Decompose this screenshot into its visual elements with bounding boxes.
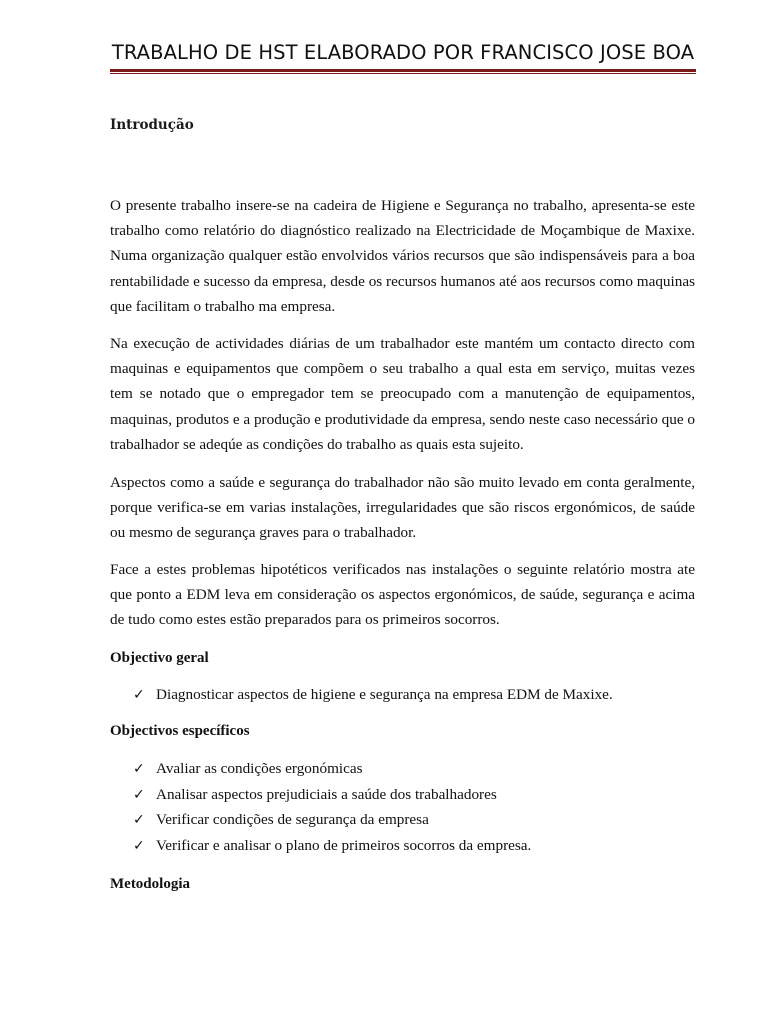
page-header-title: TRABALHO DE HST ELABORADO POR FRANCISCO JOSE BOA bbox=[111, 41, 695, 64]
list-item: ✓ Avaliar as condições ergonómicas bbox=[133, 760, 363, 777]
checkmark-icon: ✓ bbox=[133, 761, 145, 777]
header-rule-thick bbox=[110, 69, 696, 72]
list-item: ✓ Verificar condições de segurança da empresa bbox=[133, 811, 429, 828]
checkmark-icon: ✓ bbox=[133, 687, 145, 703]
paragraph-1: O presente trabalho insere-se na cadeira de Higiene e Segurança no trabalho, apresenta-se este trabalho como relatório do diagnóstico realizado na Electricidade de Moçambique de Maxixe. Numa organização qualquer estão envolvidos vários recursos que são indispensáveis para a boa rentabilidade e sucesso da empresa, desde os recursos humanos até aos recursos como maquinas que facilitam o trabalho ma empresa. bbox=[110, 197, 695, 315]
checkmark-icon: ✓ bbox=[133, 812, 145, 828]
heading-metodologia: Metodologia bbox=[110, 876, 190, 892]
heading-objectivo-geral: Objectivo geral bbox=[110, 650, 209, 666]
list-item: ✓ Verificar e analisar o plano de primeiros socorros da empresa. bbox=[133, 837, 532, 854]
heading-objectivos-especificos: Objectivos específicos bbox=[110, 723, 250, 739]
header-rule-thin bbox=[110, 73, 696, 74]
checkmark-icon: ✓ bbox=[133, 838, 145, 854]
paragraph-3: Aspectos como a saúde e segurança do trabalhador não são muito levado em conta geralmente, porque verifica-se em varias instalações, irregularidades que são riscos ergonómicos, de saúde ou mesmo de segurança graves para o trabalhador. bbox=[110, 474, 695, 542]
list-item: ✓ Diagnosticar aspectos de higiene e segurança na empresa EDM de Maxixe. bbox=[133, 686, 613, 703]
paragraph-4: Face a estes problemas hipotéticos verificados nas instalações o seguinte relatório mostra ate que ponto a EDM leva em consideração os aspectos ergonómicos, de saúde, segurança e acima de tudo como estes estão preparados para os primeiros socorros. bbox=[110, 561, 695, 629]
heading-introducao: Introdução bbox=[110, 117, 194, 133]
list-item: ✓ Analisar aspectos prejudiciais a saúde dos trabalhadores bbox=[133, 786, 497, 803]
paragraph-2: Na execução de actividades diárias de um trabalhador este mantém um contacto directo com maquinas e equipamentos que compõem o seu trabalho a qual esta em serviço, muitas vezes tem se notado que o empregador tem se preocupado com a manutenção de equipamentos, maquinas, produtos e a produção e produtividade da empresa, sendo neste caso necessário que o trabalhador se adeqúe as condições do trabalho as quais esta sujeito. bbox=[110, 335, 695, 453]
checkmark-icon: ✓ bbox=[133, 787, 145, 803]
